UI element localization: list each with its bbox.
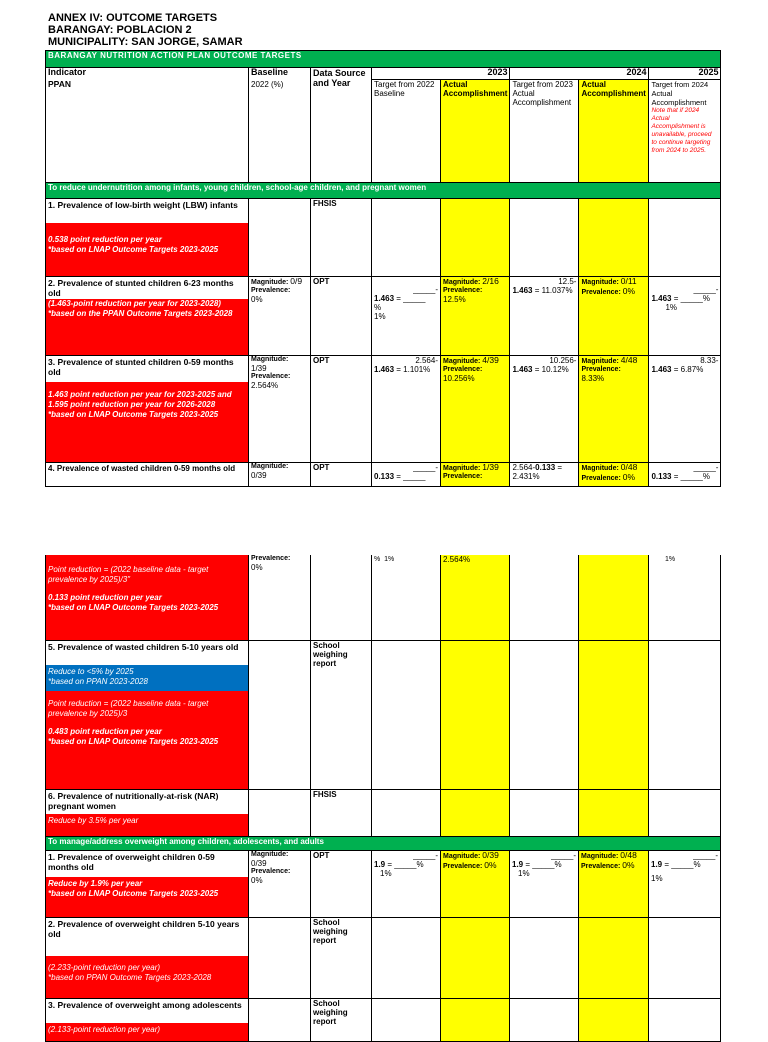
table-row xyxy=(46,999,721,1042)
indicator-name: 4. Prevalence of wasted children 0-59 months old xyxy=(46,463,249,487)
data-source: OPT xyxy=(311,851,372,918)
indicator-name: 3. Prevalence of stunted children 0-59 months old xyxy=(48,357,234,377)
indicator-target: 1.463 point reduction per year for 2023-2025 and 1.595 point reduction per year for 2026-2028 *based on LNAP Outcome Targets 2023-2025 xyxy=(46,382,248,462)
baseline-cell: Magnitude: 1/39 Prevalence: 2.564% xyxy=(249,356,311,463)
actual-2024-cell: Magnitude: 0/11 Prevalence: 0% xyxy=(579,277,649,356)
target-2025-cell: 1% xyxy=(649,555,721,641)
table-row xyxy=(46,918,721,999)
target-2023-cell: 2.564- 1.463 = 1.101% xyxy=(372,356,441,463)
indicator-cell xyxy=(46,555,249,641)
indicator-header: Indicator xyxy=(46,68,249,80)
target-2023-cell: _____- 0.133 = _____ xyxy=(372,463,441,487)
outcome-targets-table-top xyxy=(45,50,721,487)
table-title: BARANGAY NUTRITION ACTION PLAN OUTCOME TARGETS xyxy=(46,51,721,68)
target-2025-header: Target from 2024 Actual Accomplishment Note that if 2024 Actual Accomplishment is unavailable, proceed to continue targeting from 2024 to 2025. xyxy=(649,80,721,183)
target-2023-cell: _____- 1.463 = _____ % 1% xyxy=(372,277,441,356)
ppan-label: PPAN xyxy=(46,80,249,183)
indicator-cell xyxy=(46,918,249,999)
table-row xyxy=(46,356,721,463)
target-2024-cell: 2.564-0.133 = 2.431% xyxy=(510,463,579,487)
data-source: School weighing report xyxy=(311,641,372,790)
document-header xyxy=(48,12,243,48)
year-2023-header: 2023 xyxy=(372,68,510,80)
indicator-cell xyxy=(46,199,249,277)
actual-2024-cell: Magnitude: 4/48 Prevalence: 8.33% xyxy=(579,356,649,463)
indicator-target: Reduce by 1.9% per year *based on LNAP Outcome Targets 2023-2025 xyxy=(46,877,248,917)
actual-2023-header: Actual Accomplishment xyxy=(441,80,510,183)
barangay-line: BARANGAY: POBLACION 2 xyxy=(48,24,192,36)
indicator-name: 6. Prevalence of nutritionally-at-risk (NAR) pregnant women xyxy=(48,791,219,811)
target-2025-cell: _____- 1.9 = _____% 1% xyxy=(649,851,721,918)
indicator-target: Point reduction = (2022 baseline data - target prevalence by 2025)/3 0.483 point reduction per year *based on LNAP Outcome Targets 2023-2025 xyxy=(46,691,248,789)
indicator-target: 0.538 point reduction per year *based on LNAP Outcome Targets 2023-2025 xyxy=(46,223,248,276)
target-2024-header: Target from 2023 Actual Accomplishment xyxy=(510,80,579,183)
target-2024-cell: 12.5- 1.463 = 11.037% xyxy=(510,277,579,356)
baseline-cell: Magnitude: 0/39 xyxy=(249,463,311,487)
target-2025-cell: _____- 0.133 = _____% xyxy=(649,463,721,487)
indicator-target: (1.463-point reduction per year for 2023-2028) *based on the PPAN Outcome Targets 2023-2028 xyxy=(46,299,248,355)
table-row xyxy=(46,463,721,487)
data-source-header: Data Source and Year xyxy=(311,68,372,183)
table-row xyxy=(46,851,721,918)
baseline-cell: Magnitude: 0/9 Prevalence: 0% xyxy=(249,277,311,356)
year-2025-header: 2025 xyxy=(649,68,721,80)
target-2023-cell: _____- 1.9 = _____% 1% xyxy=(372,851,441,918)
indicator-name: 2. Prevalence of overweight children 5-10 years old xyxy=(48,919,240,939)
indicator-name: 3. Prevalence of overweight among adolescents xyxy=(48,1000,242,1010)
municipality-line: MUNICIPALITY: SAN JORGE, SAMAR xyxy=(48,36,243,48)
data-source: OPT xyxy=(311,277,372,356)
data-source: School weighing report xyxy=(311,918,372,999)
target-2024-cell: _____- 1.9 = _____% 1% xyxy=(510,851,579,918)
section-overweight: To manage/address overweight among children, adolescents, and adults xyxy=(46,837,721,851)
indicator-target: (2.133-point reduction per year) xyxy=(46,1023,248,1041)
target-2023-cell: % 1% xyxy=(372,555,441,641)
data-source: OPT xyxy=(311,356,372,463)
baseline-cell: Prevalence: 0% xyxy=(249,555,311,641)
indicator-name: 1. Prevalence of overweight children 0-59 months old xyxy=(48,852,215,872)
actual-2024-header: Actual Accomplishment xyxy=(579,80,649,183)
indicator-name: 5. Prevalence of wasted children 5-10 years old xyxy=(48,642,239,652)
actual-2023-cell: Magnitude: 4/39 Prevalence: 10.256% xyxy=(441,356,510,463)
actual-2023-cell: Magnitude: 2/16 Prevalence: 12.5% xyxy=(441,277,510,356)
indicator-cell xyxy=(46,851,249,918)
data-source: School weighing report xyxy=(311,999,372,1042)
actual-2023-cell: Magnitude: 0/39 Prevalence: 0% xyxy=(441,851,510,918)
indicator-cell xyxy=(46,277,249,356)
data-source: OPT xyxy=(311,463,372,487)
target-2025-note: Note that if 2024 Actual Accomplishment is unavailable, proceed to continue targeting from 2024 to 2025. xyxy=(651,107,712,154)
target-2025-cell: 8.33- 1.463 = 6.87% xyxy=(649,356,721,463)
actual-2023-cell: Magnitude: 1/39 Prevalence: xyxy=(441,463,510,487)
actual-2024-cell: Magnitude: 0/48 Prevalence: 0% xyxy=(579,463,649,487)
baseline-year-label: 2022 (%) xyxy=(249,80,311,183)
indicator-name: 2. Prevalence of stunted children 6-23 months old xyxy=(48,278,234,298)
indicator-cell xyxy=(46,790,249,837)
indicator-cell xyxy=(46,641,249,790)
actual-2024-cell: Magnitude: 0/48 Prevalence: 0% xyxy=(579,851,649,918)
annex-title: ANNEX IV: OUTCOME TARGETS xyxy=(48,12,218,24)
table-row xyxy=(46,199,721,277)
actual-2023-cell: 2.564% xyxy=(441,555,510,641)
table-row xyxy=(46,641,721,790)
indicator-reduce-target: Reduce to <5% by 2025 *based on PPAN 2023-2028 xyxy=(46,665,248,691)
indicator-target: (2.233-point reduction per year) *based on PPAN Outcome Targets 2023-2028 xyxy=(46,956,248,998)
target-2023-header: Target from 2022 Baseline xyxy=(372,80,441,183)
baseline-header: Baseline xyxy=(249,68,311,80)
data-source: FHSIS xyxy=(311,199,372,277)
baseline-cell: Magnitude: 0/39 Prevalence: 0% xyxy=(249,851,311,918)
outcome-targets-table-continued xyxy=(45,555,721,1042)
indicator-target: Point reduction = (2022 baseline data - target prevalence by 2025)/3" 0.133 point reduction per year *based on LNAP Outcome Targets 2023-2025 xyxy=(46,555,248,640)
target-2024-cell: 10.256- 1.463 = 10.12% xyxy=(510,356,579,463)
data-source: FHSIS xyxy=(311,790,372,837)
indicator-cell xyxy=(46,999,249,1042)
table-row xyxy=(46,555,721,641)
target-2025-cell: _____- 1.463 = _____% 1% xyxy=(649,277,721,356)
section-undernutrition: To reduce undernutrition among infants, young children, school-age children, and pregnant women xyxy=(46,183,721,199)
table-row xyxy=(46,790,721,837)
indicator-target: Reduce by 3.5% per year xyxy=(46,814,248,836)
indicator-cell xyxy=(46,356,249,463)
table-row xyxy=(46,277,721,356)
year-2024-header: 2024 xyxy=(510,68,649,80)
indicator-name: 1. Prevalence of low-birth weight (LBW) infants xyxy=(48,200,238,210)
